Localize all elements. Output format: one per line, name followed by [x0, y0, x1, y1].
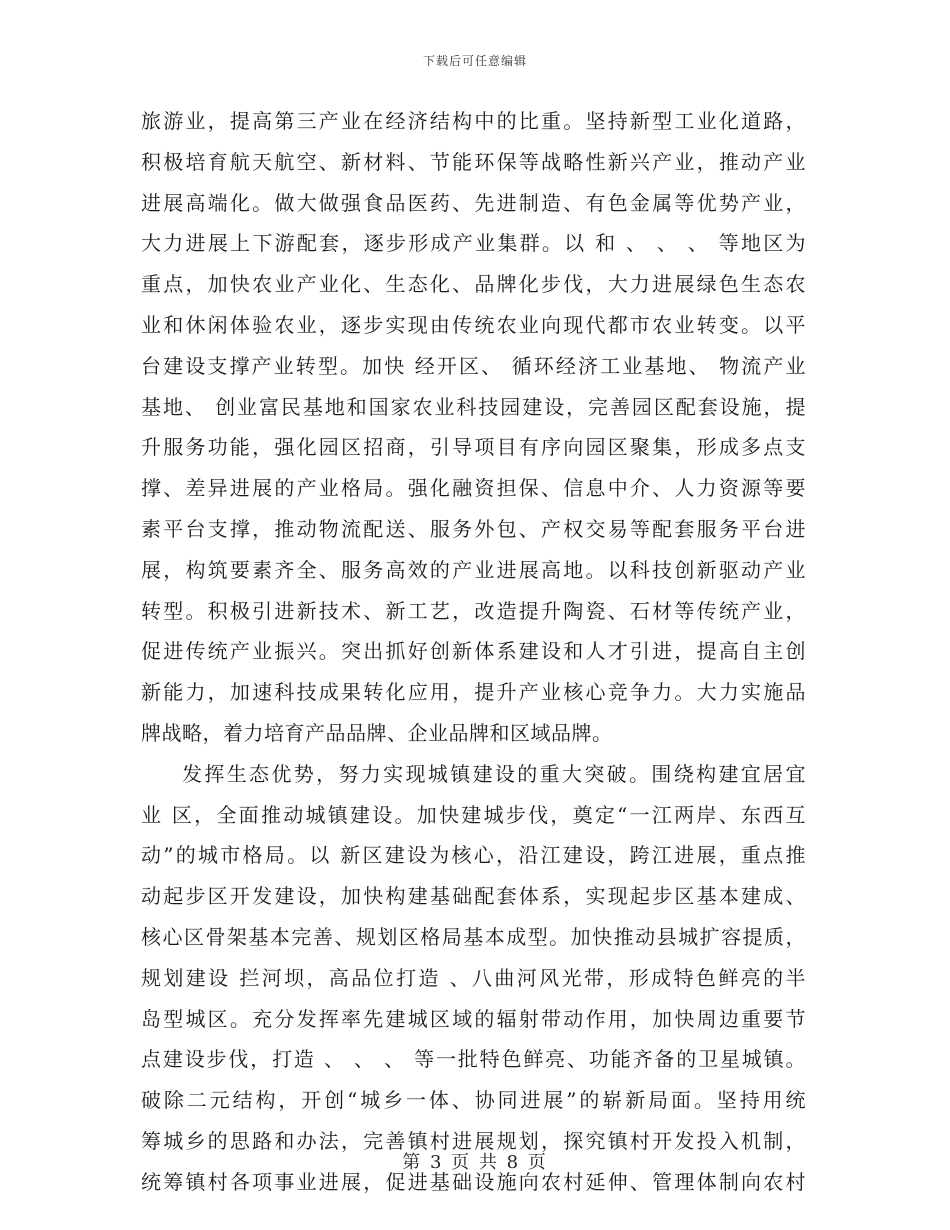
body-line: 发挥生态优势，努力实现城镇建设的重大突破。围绕构建宜居宜: [182, 761, 806, 786]
body-line: 转型。积极引进新技术、新工艺，改造提升陶瓷、石材等传统产业，: [141, 598, 806, 623]
body-line: 点建设步伐，打造 、 、 、 等一批特色鲜亮、功能齐备的卫星城镇。: [141, 1047, 806, 1072]
body-line: 展，构筑要素齐全、服务高效的产业进展高地。以科技创新驱动产业: [141, 557, 806, 582]
body-line: 筹城乡的思路和办法，完善镇村进展规划，探究镇村开发投入机制，: [141, 1128, 806, 1153]
body-line: 旅游业，提高第三产业在经济结构中的比重。坚持新型工业化道路，: [141, 109, 806, 133]
body-line: 动”的城市格局。以 新区建设为核心，沿江建设，跨江进展，重点推: [141, 843, 806, 868]
body-line: 破除二元结构，开创“城乡一体、协同进展”的崭新局面。坚持用统: [141, 1088, 806, 1113]
body-line: 撑、差异进展的产业格局。强化融资担保、信息中介、人力资源等要: [141, 476, 806, 501]
body-line: 促进传统产业振兴。突出抓好创新体系建设和人才引进，提高自主创: [141, 639, 806, 664]
body-line: 大力进展上下游配套，逐步形成产业集群。以 和 、 、 、 等地区为: [141, 231, 806, 256]
body-line: 业和休闲体验农业，逐步实现由传统农业向现代都市农业转变。以平: [141, 312, 806, 337]
body-line: 规划建设 拦河坝，高品位打造 、八曲河风光带，形成特色鲜亮的半: [141, 965, 806, 990]
body-line: 动起步区开发建设，加快构建基础配套体系，实现起步区基本建成、: [141, 884, 806, 909]
body-line: 台建设支撑产业转型。加快 经开区、 循环经济工业基地、 物流产业: [141, 353, 806, 378]
document-body: [141, 101, 806, 1203]
page-number-footer: 第 3 页 共 8 页: [402, 1152, 548, 1173]
body-line: 进展高端化。做大做强食品医药、先进制造、有色金属等优势产业，: [141, 190, 806, 215]
body-line: 升服务功能，强化园区招商，引导项目有序向园区聚集，形成多点支: [141, 435, 806, 460]
page-header: 下载后可任意编辑: [422, 54, 527, 68]
body-line: 核心区骨架基本完善、规划区格局基本成型。加快推动县城扩容提质，: [141, 924, 806, 949]
body-line: 业 区，全面推动城镇建设。加快建城步伐，奠定“一江两岸、东西互: [141, 802, 806, 827]
body-line: 素平台支撑，推动物流配送、服务外包、产权交易等配套服务平台进: [141, 516, 806, 541]
body-line: 重点，加快农业产业化、生态化、品牌化步伐，大力进展绿色生态农: [141, 272, 806, 297]
body-line: 牌战略，着力培育产品品牌、企业品牌和区域品牌。: [141, 720, 613, 745]
body-line: 统筹镇村各项事业进展，促进基础设施向农村延伸、管理体制向农村: [141, 1169, 806, 1194]
body-line: 新能力，加速科技成果转化应用，提升产业核心竞争力。大力实施品: [141, 680, 806, 705]
body-line: 岛型城区。充分发挥率先建城区域的辐射带动作用，加快周边重要节: [141, 1006, 806, 1031]
body-line: 积极培育航天航空、新材料、节能环保等战略性新兴产业，推动产业: [141, 149, 806, 174]
body-line: 基地、 创业富民基地和国家农业科技园建设，完善园区配套设施，提: [141, 394, 806, 419]
